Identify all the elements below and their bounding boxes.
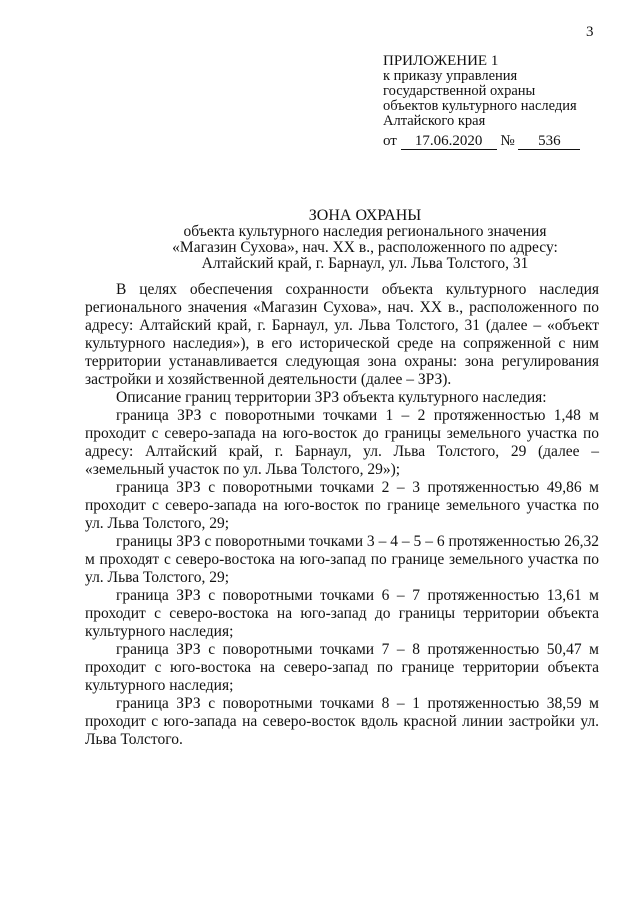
appendix-title: ПРИЛОЖЕНИЕ 1: [383, 53, 499, 69]
appendix-block: [383, 54, 577, 129]
order-date: 17.06.2020: [401, 134, 497, 150]
zone-heading: [160, 208, 570, 272]
zone-subtitle-line: Алтайский край, г. Барнаул, ул. Льва Толстого, 31: [201, 255, 529, 272]
order-number: 536: [518, 134, 580, 150]
order-prefix: от: [383, 133, 397, 149]
zone-subtitle-line: объекта культурного наследия регионального значения: [183, 223, 547, 240]
appendix-line: объектов культурного наследия: [383, 98, 577, 114]
document-body: [85, 281, 599, 749]
order-number-label: №: [500, 133, 515, 149]
appendix-line: к приказу управления: [383, 68, 518, 84]
page-number: 3: [586, 24, 594, 40]
body-paragraph: Описание границ территории ЗРЗ объекта культурного наследия:: [116, 389, 547, 406]
body-paragraph: граница ЗРЗ с поворотными точками 1 – 2 протяженностью 1,48 м проходит с северо-запада на юго-восток до границы земельного участка по адресу: Алтайский край, г. Барнаул, ул. Льва Толстого, 29 (далее – «земельный участок по ул. Льва Толстого, 29»);: [85, 407, 599, 478]
order-line: [383, 133, 580, 150]
body-paragraph: границы ЗРЗ с поворотными точками 3 – 4 – 5 – 6 протяженностью 26,32 м проходят с северо-востока на юго-запад по границе земельного участка по ул. Льва Толстого, 29;: [85, 533, 599, 586]
appendix-line: государственной охраны: [383, 83, 536, 99]
body-paragraph: В целях обеспечения сохранности объекта культурного наследия регионального значения «Магазин Сухова», нач. XX в., расположенного по адресу: Алтайский край, г. Барнаул, ул. Льва Толстого, 31 (далее – «объект культурного наследия»), в его исторической среде на сопряженной с ним территории устанавливается следующая зона охраны: зона регулирования застройки и хозяйственной деятельности (далее – ЗРЗ).: [85, 281, 599, 388]
zone-title: ЗОНА ОХРАНЫ: [308, 207, 422, 224]
body-paragraph: граница ЗРЗ с поворотными точками 7 – 8 протяженностью 50,47 м проходит с юго-востока на северо-запад по границе территории объекта культурного наследия;: [85, 641, 599, 694]
body-paragraph: граница ЗРЗ с поворотными точками 6 – 7 протяженностью 13,61 м проходит с северо-востока на юго-запад до границы территории объекта культурного наследия;: [85, 587, 599, 640]
zone-subtitle-line: «Магазин Сухова», нач. XX в., расположенного по адресу:: [172, 239, 558, 256]
body-paragraph: граница ЗРЗ с поворотными точками 2 – 3 протяженностью 49,86 м проходит с северо-запада на юго-восток по границе земельного участка по ул. Льва Толстого, 29;: [85, 479, 599, 532]
appendix-line: Алтайского края: [383, 113, 486, 129]
body-paragraph: граница ЗРЗ с поворотными точками 8 – 1 протяженностью 38,59 м проходит с юго-запада на северо-восток вдоль красной линии застройки ул. Льва Толстого.: [85, 695, 599, 748]
